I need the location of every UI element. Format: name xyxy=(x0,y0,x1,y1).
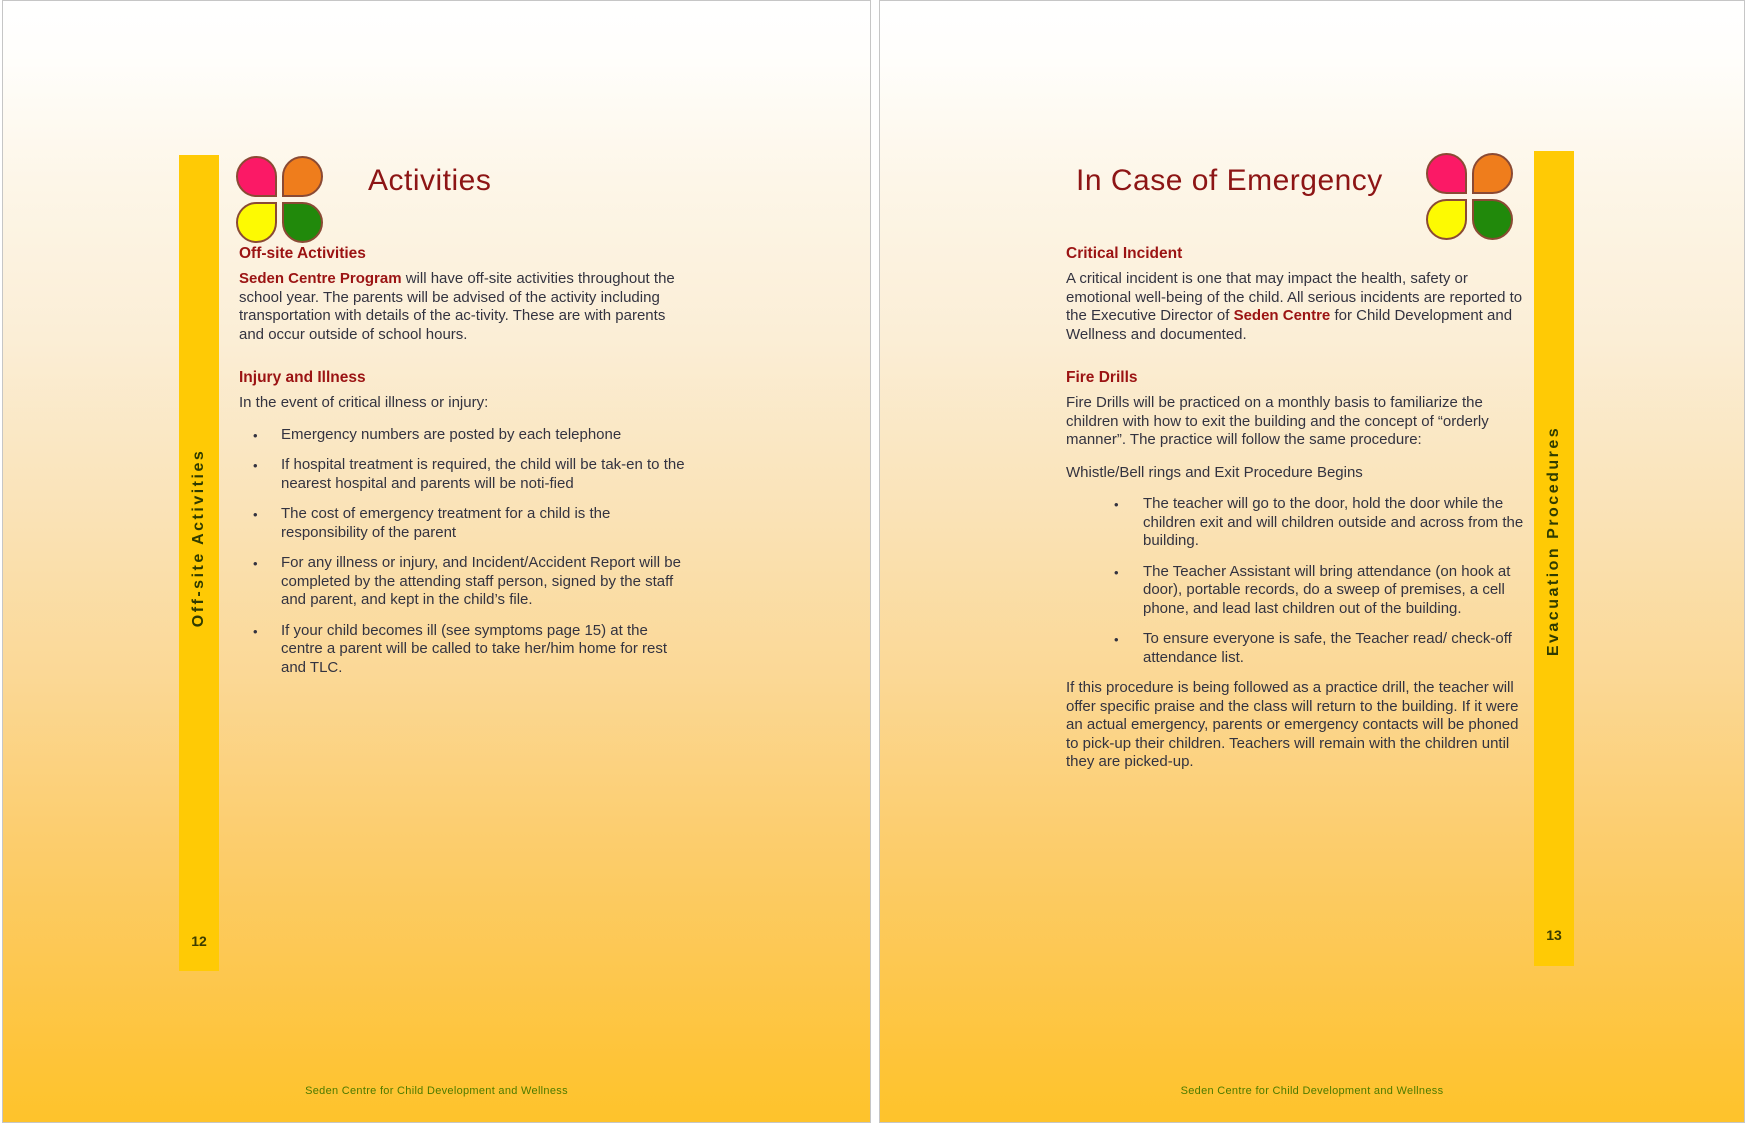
bullet-icon: • xyxy=(1114,632,1119,647)
bold-lead-text: Seden Centre Program xyxy=(239,270,402,287)
page-number: 13 xyxy=(1546,927,1562,943)
sidebar-tab-label: Evacuation Procedures xyxy=(1545,425,1562,657)
page-number: 12 xyxy=(191,933,207,949)
list-item xyxy=(239,505,689,542)
whistle-line-text: Whistle/Bell rings and Exit Procedure Begins xyxy=(1066,463,1363,481)
bullet-icon: • xyxy=(253,556,258,571)
bullet-icon: • xyxy=(253,458,258,473)
list-item-text: If your child becomes ill (see symptoms page 15) at the centre a parent will be called to take her/him home for rest and TLC. xyxy=(281,621,668,676)
page-footer: Seden Centre for Child Development and Wellness xyxy=(305,1085,568,1097)
petal-orange-icon xyxy=(282,156,323,197)
list-item xyxy=(1066,563,1526,619)
paragraph-text: will have off-site activities throughout the school year. The parents will be advised of the activity including transportation with details of the ac-tivity. These are with parents and occur outside of school hours. xyxy=(239,270,675,343)
petal-green-icon xyxy=(282,202,323,243)
section-heading-offsite: Off-site Activities xyxy=(239,245,366,262)
section-heading-critical: Critical Incident xyxy=(1066,245,1183,262)
petal-orange-icon xyxy=(1472,153,1513,194)
page-body xyxy=(1066,244,1526,786)
list-item-text: The Teacher Assistant will bring attendance (on hook at door), portable records, do a sweep of premises, a cell phone, and lead last children out of the building. xyxy=(1143,562,1511,617)
list-item xyxy=(239,456,689,493)
bullet-icon: • xyxy=(253,507,258,522)
injury-intro-text: In the event of critical illness or injury: xyxy=(239,394,489,411)
page-title: In Case of Emergency xyxy=(1076,164,1383,197)
bullet-icon: • xyxy=(253,623,258,639)
page-title: Activities xyxy=(368,164,492,197)
page-body xyxy=(239,244,689,689)
page-left xyxy=(2,0,871,1123)
bullet-icon: • xyxy=(1114,497,1119,512)
bullet-icon: • xyxy=(253,427,258,443)
petal-pink-icon xyxy=(236,156,277,197)
petal-yellow-icon xyxy=(236,202,277,243)
list-item xyxy=(1066,495,1526,551)
list-item xyxy=(239,554,689,610)
paragraph-fire: Fire Drills will be practiced on a monthly basis to familiarize the children with how to exit the building and the concept of “orderly manner”. The practice will follow the same procedure: xyxy=(1066,394,1489,448)
fire-bullet-list xyxy=(1066,495,1526,667)
paragraph-critical xyxy=(1066,270,1526,344)
petal-green-icon xyxy=(1472,199,1513,240)
bullet-icon: • xyxy=(1114,564,1119,580)
list-item-text: If hospital treatment is required, the child will be tak-en to the nearest hospital and parents will be noti-fied xyxy=(281,456,685,492)
clover-logo-icon xyxy=(236,156,323,243)
paragraph-offsite xyxy=(239,270,689,344)
paragraph-text: for Child Development and Wellness and documented. xyxy=(1066,307,1513,343)
list-item-text: To ensure everyone is safe, the Teacher read/ check-off attendance list. xyxy=(1143,630,1512,666)
petal-yellow-icon xyxy=(1426,199,1467,240)
list-item-text: Emergency numbers are posted by each telephone xyxy=(281,425,622,443)
clover-logo-icon xyxy=(1426,153,1513,240)
injury-bullet-list xyxy=(239,426,689,678)
list-item xyxy=(239,426,689,445)
paragraph-closing: If this procedure is being followed as a practice drill, the teacher will offer specific praise and the class will return to the building. If it were an actual emergency, parents or emergency contacts will be phoned to pick-up their children. Teachers will remain with the children until they are picked-up. xyxy=(1066,679,1519,770)
list-item xyxy=(1066,630,1526,667)
petal-pink-icon xyxy=(1426,153,1467,194)
section-heading-fire: Fire Drills xyxy=(1066,369,1138,386)
list-item-text: For any illness or injury, and Incident/Accident Report will be completed by the attending staff person, signed by the staff and parent, and kept in the child’s file. xyxy=(281,554,681,608)
list-item-text: The cost of emergency treatment for a child is the responsibility of the parent xyxy=(281,505,611,541)
bold-inline-text: Seden Centre xyxy=(1233,307,1331,324)
paragraph-text: A critical incident is one that may impact the health, safety or emotional well-being of the child. All serious incidents are reported to the Executive Director of xyxy=(1066,270,1523,324)
list-item-text: The teacher will go to the door, hold the door while the children exit and will children outside and across from the building. xyxy=(1143,495,1524,549)
section-heading-injury: Injury and Illness xyxy=(239,369,366,386)
sidebar-tab-label: Off-site Activities xyxy=(190,448,207,628)
page-right xyxy=(879,0,1745,1123)
list-item xyxy=(239,622,689,678)
page-footer: Seden Centre for Child Development and Wellness xyxy=(1180,1085,1444,1097)
